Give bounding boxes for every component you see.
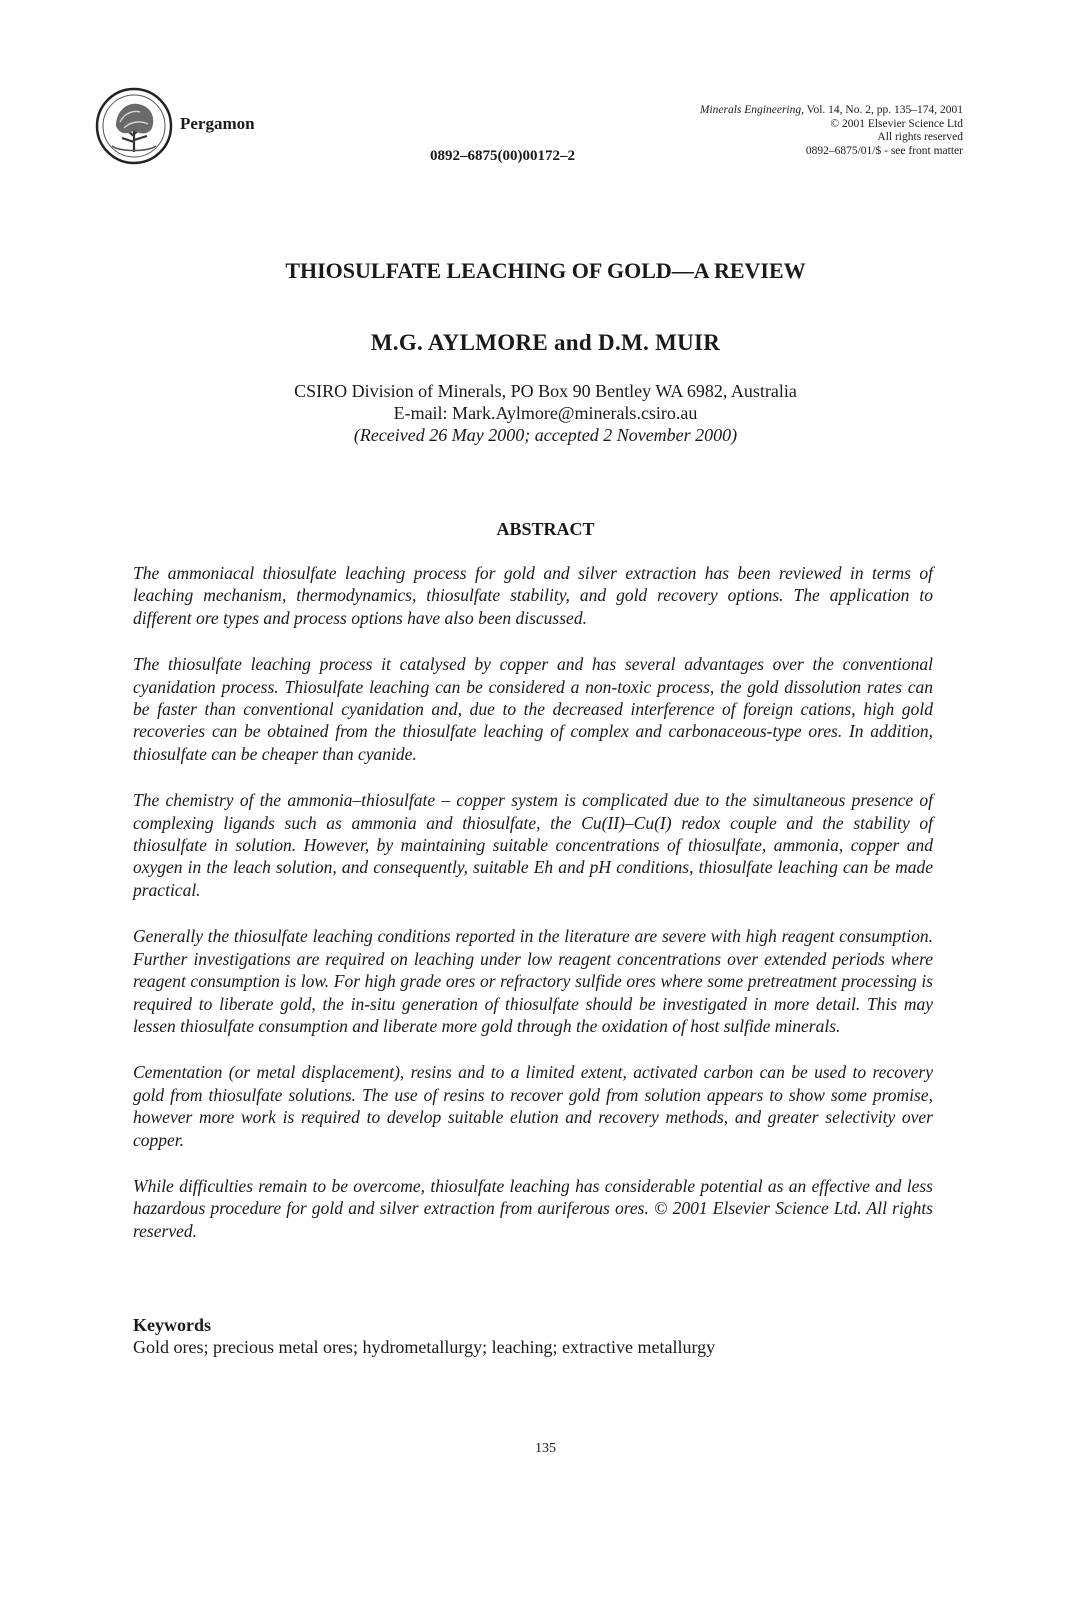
page-number: 135 <box>535 1441 556 1456</box>
article-title: THIOSULFATE LEACHING OF GOLD—A REVIEW <box>285 258 806 283</box>
abstract-paragraph: The ammoniacal thiosulfate leaching process for gold and silver extraction has been reviewed in terms of leaching mechanism, thermodynamics, thiosulfate stability, and gold recovery options. The application to different ore types and process options have also been discussed. <box>133 563 933 628</box>
abstract-paragraph: Cementation (or metal displacement), resins and to a limited extent, activated carbon can be used to recovery gold from thiosulfate solutions. The use of resins to recover gold from solution appears to show some promise, however more work is required to develop suitable elution and recovery methods, and greater selectivity over copper. <box>133 1062 933 1150</box>
publisher-logo-icon <box>94 86 174 166</box>
affiliation: CSIRO Division of Minerals, PO Box 90 Bentley WA 6982, Australia <box>294 381 797 401</box>
keywords-section <box>133 1314 933 1358</box>
rights-line: All rights reserved <box>877 131 963 143</box>
abstract-paragraph: While difficulties remain to be overcome, thiosulfate leaching has considerable potential as an effective and less hazardous procedure for gold and silver extraction from auriferous ores. © 2001 Elsevier Science Ltd. All rights reserved. <box>133 1175 933 1241</box>
journal-info <box>700 104 963 158</box>
abstract-heading: ABSTRACT <box>496 519 595 539</box>
journal-citation <box>700 104 963 118</box>
received-dates: (Received 26 May 2000; accepted 2 November 2000) <box>353 425 738 445</box>
abstract-paragraph: The thiosulfate leaching process it catalysed by copper and has several advantages over the conventional cyanidation process. Thiosulfate leaching can be considered a non-toxic process, the gold dissolution rates can be faster than conventional cyanidation and, due to the decreased interference of foreign cations, high gold recoveries can be obtained from the thiosulfate leaching of complex and carbonaceous-type ores. In addition, thiosulfate can be cheaper than cyanide. <box>133 654 933 764</box>
abstract-body <box>133 562 933 1266</box>
author-email: E-mail: Mark.Aylmore@minerals.csiro.au <box>393 403 698 423</box>
copyright-line: © 2001 Elsevier Science Ltd <box>830 117 963 130</box>
abstract-paragraph: Generally the thiosulfate leaching conditions reported in the literature are severe with high reagent consumption. Further investigations are required on leaching under low reagent concentrations over extended periods where reagent consumption is low. For high grade ores or refractory sulfide ores where some pretreatment processing is required to liberate gold, the in-situ generation of thiosulfate should be investigated in more detail. This may lessen thiosulfate consumption and liberate more gold through the oxidation of host sulfide minerals. <box>133 926 933 1036</box>
article-doi: 0892–6875(00)00172–2 <box>430 148 575 164</box>
author-affiliation-block <box>0 380 1091 446</box>
publisher-name: Pergamon <box>180 114 255 133</box>
journal-volume: Vol. 14, No. 2, pp. 135–174, 2001 <box>804 104 963 116</box>
keywords-heading: Keywords <box>133 1315 211 1335</box>
abstract-paragraph: The chemistry of the ammonia–thiosulfate – copper system is complicated due to the simultaneous presence of complexing ligands such as ammonia and thiosulfate, the Cu(II)–Cu(I) redox couple and the stability of thiosulfate in solution. However, by maintaining suitable concentrations of thiosulfate, ammonia, copper and oxygen in the leach solution, and consequently, suitable Eh and pH conditions, thiosulfate leaching can be made practical. <box>133 790 933 900</box>
article-authors: M.G. AYLMORE and D.M. MUIR <box>370 330 721 355</box>
journal-name: Minerals Engineering, <box>699 104 804 116</box>
issn-line: 0892–6875/01/$ - see front matter <box>805 144 963 157</box>
keywords-list: Gold ores; precious metal ores; hydrometallurgy; leaching; extractive metallurgy <box>133 1337 716 1357</box>
